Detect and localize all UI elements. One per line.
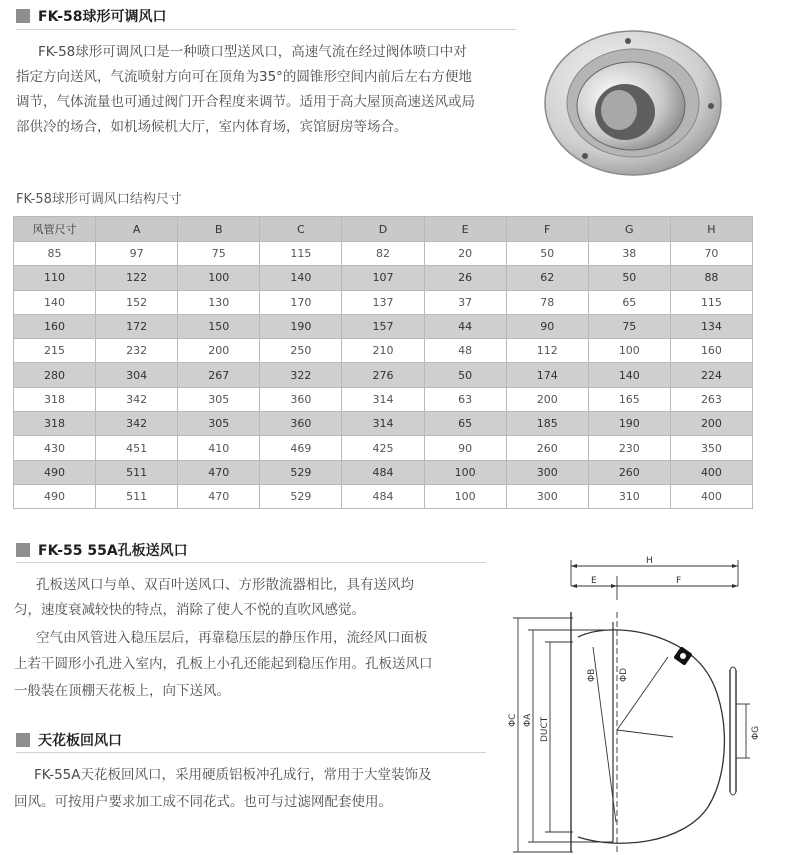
section3-divider <box>16 752 486 753</box>
dimension-cell: 230 <box>588 436 670 460</box>
label-duct: DUCT <box>540 716 550 742</box>
section-marker-icon <box>16 733 30 747</box>
dimension-cell: 224 <box>670 363 752 387</box>
dimension-cell: 342 <box>96 387 178 411</box>
dimension-cell: 529 <box>260 460 342 484</box>
header-cell: H <box>670 217 752 242</box>
dimension-cell: 511 <box>96 484 178 508</box>
dimension-cell: 122 <box>96 266 178 290</box>
duct-size-cell: 160 <box>14 314 96 338</box>
header-cell: A <box>96 217 178 242</box>
dimension-cell: 97 <box>96 242 178 266</box>
dimension-cell: 276 <box>342 363 424 387</box>
dimension-cell: 88 <box>670 266 752 290</box>
dimension-cell: 200 <box>670 412 752 436</box>
dimension-cell: 100 <box>424 484 506 508</box>
section2-divider <box>16 562 486 563</box>
dimension-cell: 314 <box>342 412 424 436</box>
dimension-cell: 38 <box>588 242 670 266</box>
dimension-cell: 160 <box>670 339 752 363</box>
table-row <box>14 484 753 508</box>
table-row <box>14 314 753 338</box>
dimension-cell: 165 <box>588 387 670 411</box>
dimension-table <box>13 216 753 509</box>
duct-size-cell: 430 <box>14 436 96 460</box>
dimension-cell: 190 <box>260 314 342 338</box>
dimension-cell: 267 <box>178 363 260 387</box>
section2-paragraph-line: 一般装在顶棚天花板上，向下送风。 <box>14 683 230 699</box>
dimension-cell: 342 <box>96 412 178 436</box>
dimension-cell: 115 <box>260 242 342 266</box>
header-cell: D <box>342 217 424 242</box>
dimension-cell: 470 <box>178 460 260 484</box>
dimension-cell: 200 <box>178 339 260 363</box>
dimension-cell: 115 <box>670 290 752 314</box>
dimension-cell: 300 <box>506 460 588 484</box>
dimension-cell: 75 <box>178 242 260 266</box>
table-row <box>14 412 753 436</box>
section2-header <box>16 540 188 560</box>
dimension-cell: 190 <box>588 412 670 436</box>
duct-size-cell: 110 <box>14 266 96 290</box>
dimension-cell: 100 <box>424 460 506 484</box>
ball-diffuser-dimension-drawing <box>498 552 790 855</box>
dimension-cell: 210 <box>342 339 424 363</box>
duct-size-cell: 140 <box>14 290 96 314</box>
dimension-cell: 360 <box>260 387 342 411</box>
dimension-cell: 314 <box>342 387 424 411</box>
section2-paragraph-line: 上若干圆形小孔进入室内，孔板上小孔还能起到稳压作用。孔板送风口 <box>14 656 433 672</box>
dimension-cell: 20 <box>424 242 506 266</box>
dimension-cell: 44 <box>424 314 506 338</box>
dimension-cell: 300 <box>506 484 588 508</box>
section1-paragraph-line: 调节，气体流量也可通过阀门开合程度来调节。适用于高大屋顶高速送风或局 <box>16 94 475 110</box>
dimension-cell: 469 <box>260 436 342 460</box>
dimension-cell: 150 <box>178 314 260 338</box>
dimension-cell: 134 <box>670 314 752 338</box>
table-caption: FK-58球形可调风口结构尺寸 <box>16 192 182 207</box>
dimension-cell: 100 <box>588 339 670 363</box>
label-e: E <box>591 576 597 586</box>
dimension-cell: 322 <box>260 363 342 387</box>
ball-diffuser-photo <box>533 28 723 178</box>
table-row <box>14 363 753 387</box>
duct-size-cell: 318 <box>14 387 96 411</box>
duct-size-cell: 215 <box>14 339 96 363</box>
duct-size-cell: 490 <box>14 484 96 508</box>
knob-icon <box>673 646 692 665</box>
dimension-cell: 451 <box>96 436 178 460</box>
dimension-cell: 200 <box>506 387 588 411</box>
dimension-cell: 484 <box>342 484 424 508</box>
duct-size-cell: 280 <box>14 363 96 387</box>
dimension-cell: 65 <box>424 412 506 436</box>
dimension-cell: 350 <box>670 436 752 460</box>
dimension-cell: 62 <box>506 266 588 290</box>
dimension-cell: 112 <box>506 339 588 363</box>
dimension-cell: 65 <box>588 290 670 314</box>
section1-header <box>16 6 167 26</box>
section1-title: FK-58球形可调风口 <box>38 9 167 25</box>
dimension-cell: 50 <box>588 266 670 290</box>
table-row <box>14 290 753 314</box>
dimension-cell: 78 <box>506 290 588 314</box>
dimension-cell: 410 <box>178 436 260 460</box>
section-marker-icon <box>16 543 30 557</box>
dimension-cell: 100 <box>178 266 260 290</box>
dimension-cell: 511 <box>96 460 178 484</box>
dimension-cell: 529 <box>260 484 342 508</box>
dimension-cell: 360 <box>260 412 342 436</box>
header-cell: E <box>424 217 506 242</box>
header-cell: C <box>260 217 342 242</box>
dimension-cell: 63 <box>424 387 506 411</box>
dimension-cell: 260 <box>588 460 670 484</box>
section-marker-icon <box>16 9 30 23</box>
dimension-cell: 172 <box>96 314 178 338</box>
dimension-cell: 26 <box>424 266 506 290</box>
dimension-cell: 425 <box>342 436 424 460</box>
table-row <box>14 266 753 290</box>
label-phi-b: ΦB <box>587 668 597 682</box>
dimension-cell: 310 <box>588 484 670 508</box>
header-cell: 风管尺寸 <box>14 217 96 242</box>
dimension-cell: 140 <box>260 266 342 290</box>
duct-size-cell: 318 <box>14 412 96 436</box>
dimension-cell: 70 <box>670 242 752 266</box>
dimension-cell: 170 <box>260 290 342 314</box>
header-cell: B <box>178 217 260 242</box>
table-row <box>14 387 753 411</box>
section3-paragraph-line: 回风。可按用户要求加工成不同花式。也可与过滤网配套使用。 <box>14 794 392 810</box>
dimension-cell: 48 <box>424 339 506 363</box>
section1-divider <box>16 29 516 30</box>
label-phi-a: ΦA <box>523 713 533 727</box>
label-phi-g: ΦG <box>751 725 761 740</box>
section3-paragraph-line: FK-55A天花板回风口，采用硬质铝板冲孔成行，常用于大堂装饰及 <box>34 767 432 783</box>
header-cell: G <box>588 217 670 242</box>
duct-size-cell: 85 <box>14 242 96 266</box>
section1-paragraph-line: 指定方向送风，气流喷射方向可在顶角为35°的圆锥形空间内前后左右方便地 <box>16 69 472 85</box>
dimension-cell: 185 <box>506 412 588 436</box>
section2-paragraph-line: 孔板送风口与单、双百叶送风口、方形散流器相比，具有送风均 <box>36 577 414 593</box>
section2-title: FK-55 55A孔板送风口 <box>38 543 188 559</box>
dimension-cell: 137 <box>342 290 424 314</box>
dimension-cell: 400 <box>670 460 752 484</box>
dimension-cell: 90 <box>424 436 506 460</box>
header-cell: F <box>506 217 588 242</box>
dimension-cell: 82 <box>342 242 424 266</box>
dimension-cell: 107 <box>342 266 424 290</box>
label-phi-d: ΦD <box>619 667 629 682</box>
dimension-cell: 130 <box>178 290 260 314</box>
dimension-cell: 90 <box>506 314 588 338</box>
dimension-cell: 75 <box>588 314 670 338</box>
table-row <box>14 460 753 484</box>
table-row <box>14 436 753 460</box>
dimension-cell: 37 <box>424 290 506 314</box>
dimension-cell: 50 <box>424 363 506 387</box>
section3-title: 天花板回风口 <box>38 733 122 749</box>
table-row <box>14 242 753 266</box>
dimension-cell: 260 <box>506 436 588 460</box>
section1-paragraph-line: 部供冷的场合，如机场候机大厅，室内体育场，宾馆厨房等场合。 <box>16 119 408 135</box>
dimension-cell: 263 <box>670 387 752 411</box>
table-header-row <box>14 217 753 242</box>
dimension-cell: 232 <box>96 339 178 363</box>
dimension-cell: 400 <box>670 484 752 508</box>
dimension-cell: 140 <box>588 363 670 387</box>
dimension-cell: 250 <box>260 339 342 363</box>
dimension-cell: 50 <box>506 242 588 266</box>
dimension-cell: 152 <box>96 290 178 314</box>
label-phi-c: ΦC <box>508 713 518 727</box>
table-body <box>14 242 753 509</box>
section3-header <box>16 730 122 750</box>
section2-paragraph-line: 匀，速度衰减较快的特点，消除了使人不悦的直吹风感觉。 <box>14 602 365 618</box>
dimension-cell: 157 <box>342 314 424 338</box>
section2-paragraph-line: 空气由风管进入稳压层后，再靠稳压层的静压作用，流经风口面板 <box>36 630 428 646</box>
dimension-cell: 470 <box>178 484 260 508</box>
dimension-cell: 305 <box>178 412 260 436</box>
table-row <box>14 339 753 363</box>
label-h: H <box>646 556 653 566</box>
dimension-cell: 304 <box>96 363 178 387</box>
dimension-cell: 174 <box>506 363 588 387</box>
dimension-cell: 484 <box>342 460 424 484</box>
duct-size-cell: 490 <box>14 460 96 484</box>
section1-paragraph-line: FK-58球形可调风口是一种喷口型送风口，高速气流在经过阀体喷口中对 <box>38 44 467 60</box>
label-f: F <box>676 576 682 586</box>
dimension-cell: 305 <box>178 387 260 411</box>
